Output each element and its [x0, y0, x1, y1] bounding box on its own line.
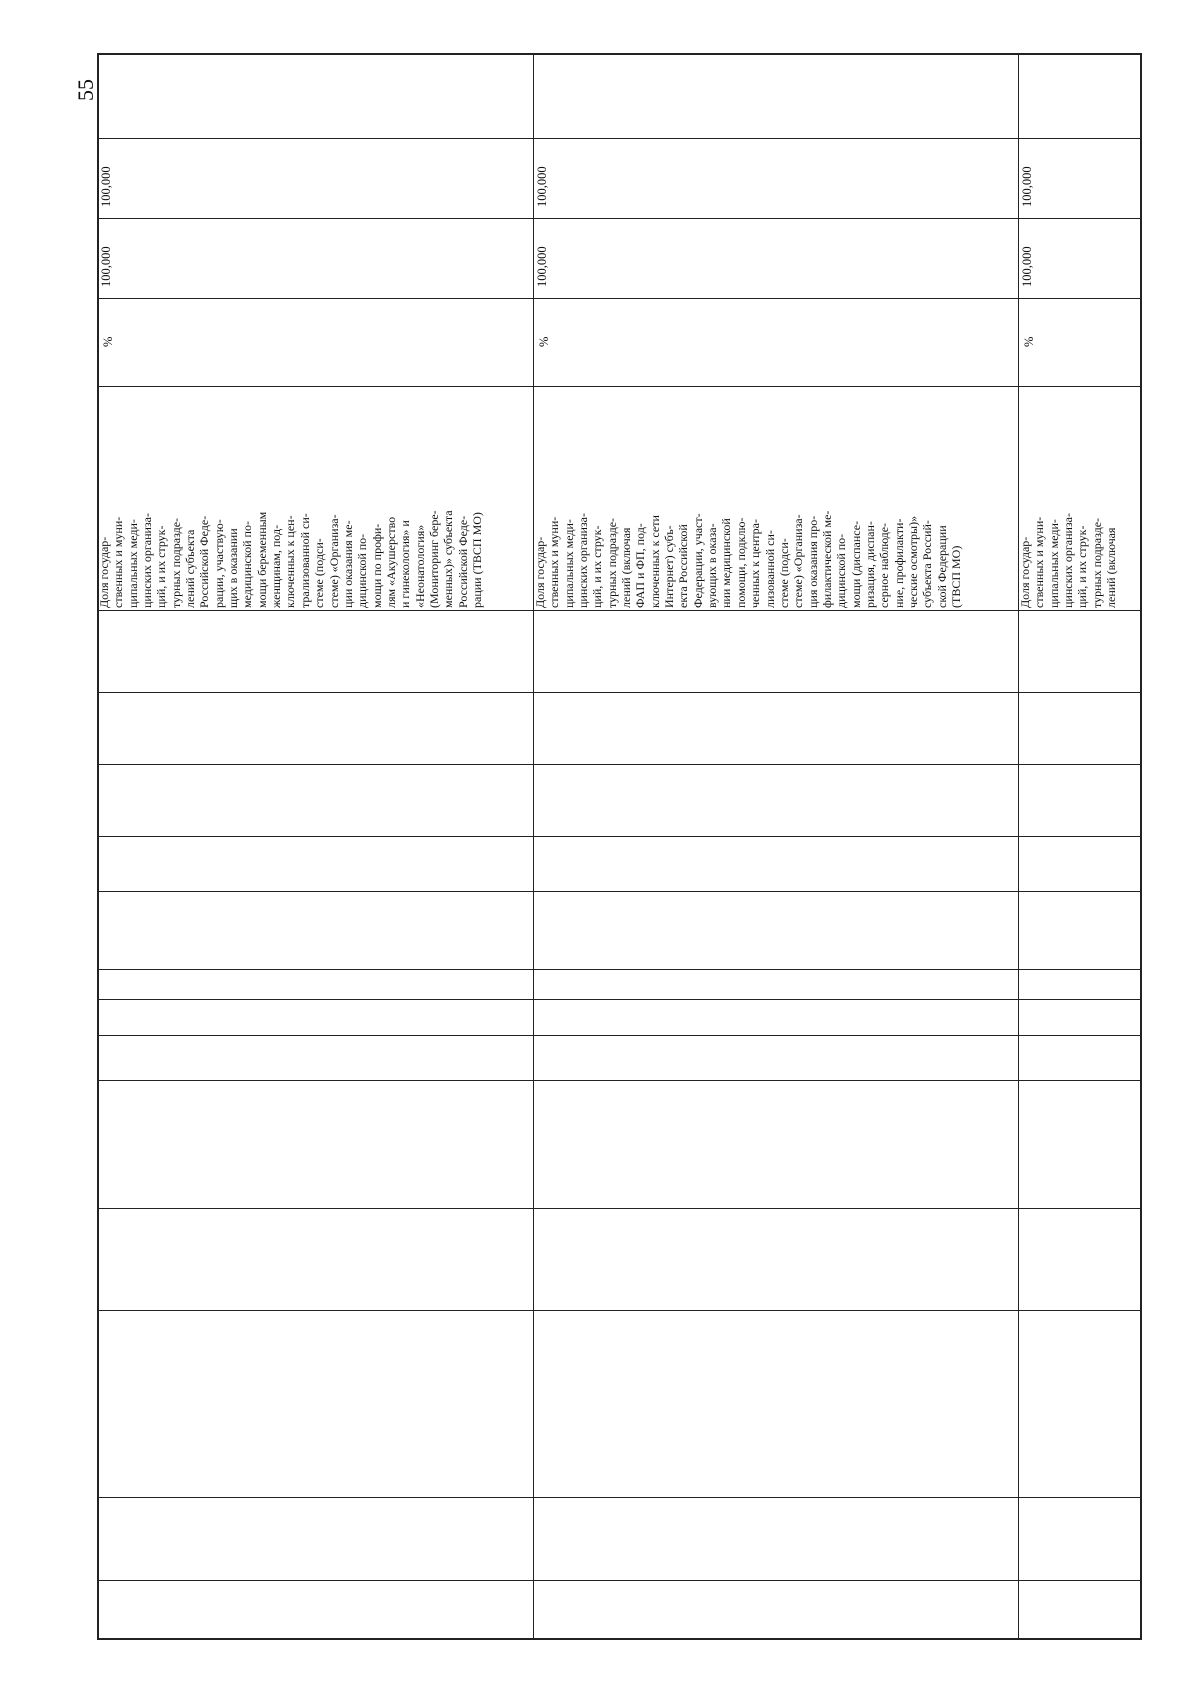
column-divider [1018, 55, 1019, 1638]
row-divider [99, 836, 1140, 837]
column-divider [533, 55, 534, 1638]
row-divider [99, 1035, 1140, 1036]
cell-description: Доля государ- ственных и муни- ципальных меди- цинских организа- ций, и их струк- турных подразде- лений субъекта Российской Феде- рации, участвую- щих в оказании медицинской по- мощи беременным женщинам, под- ключенных к цен- трализованной си- стеме (подси- стеме) «Организа- ции оказания ме- дицинской по- мощи по профи- лям «Акушерство и гинекология» и «Неонатология» (Мониторинг бере- менных)» субъекта Российской Феде- рации (ТВСП МО) [97, 510, 484, 608]
row-divider [99, 999, 1140, 1000]
row-divider [99, 298, 1140, 299]
cell-unit: % [101, 336, 115, 347]
row-divider [99, 1208, 1140, 1209]
cell-value-a: 100,000 [99, 246, 113, 287]
row-divider [99, 1580, 1140, 1581]
row-divider [99, 1497, 1140, 1498]
row-divider [99, 692, 1140, 693]
cell-description: Доля государ- ственных и муни- ципальных меди- цинских организа- ций, и их струк- турных подразде- лений (включая ФАП и ФП, под- ключенных к сети Интернет) субъ- екта Российской Федерации, участ- вующих в оказа- нии медицинской помощи, подклю- ченных к центра- лизованной си- стеме (подси- стеме) «Организа- ция оказания про- филактической ме- дицинской по- мощи (диспансе- ризация, диспан- серное наблюде- ние, профилакти- ческие осмотры)» субъекта Россий- ской Федерации (ТВСП МО) [533, 510, 963, 608]
cell-value-a: 100,000 [1020, 246, 1034, 287]
row-divider [99, 891, 1140, 892]
cell-value-b: 100,000 [99, 166, 113, 207]
cell-unit: % [537, 336, 551, 347]
row-divider [99, 218, 1140, 219]
row-divider [99, 969, 1140, 970]
row-divider [99, 386, 1140, 387]
row-divider [99, 1310, 1140, 1311]
row-divider [99, 138, 1140, 139]
page-number: 55 [73, 79, 98, 101]
rotated-table [97, 53, 1142, 1640]
cell-value-b: 100,000 [1020, 166, 1034, 207]
cell-unit: % [1022, 336, 1036, 347]
cell-value-a: 100,000 [535, 246, 549, 287]
row-divider [99, 764, 1140, 765]
row-divider [99, 1080, 1140, 1081]
cell-value-b: 100,000 [535, 166, 549, 207]
row-divider [99, 610, 1140, 611]
cell-description: Доля государ- ственных и муни- ципальных меди- цинских организа- ций, и их струк- турных подразде- лений (включая [1018, 513, 1119, 608]
